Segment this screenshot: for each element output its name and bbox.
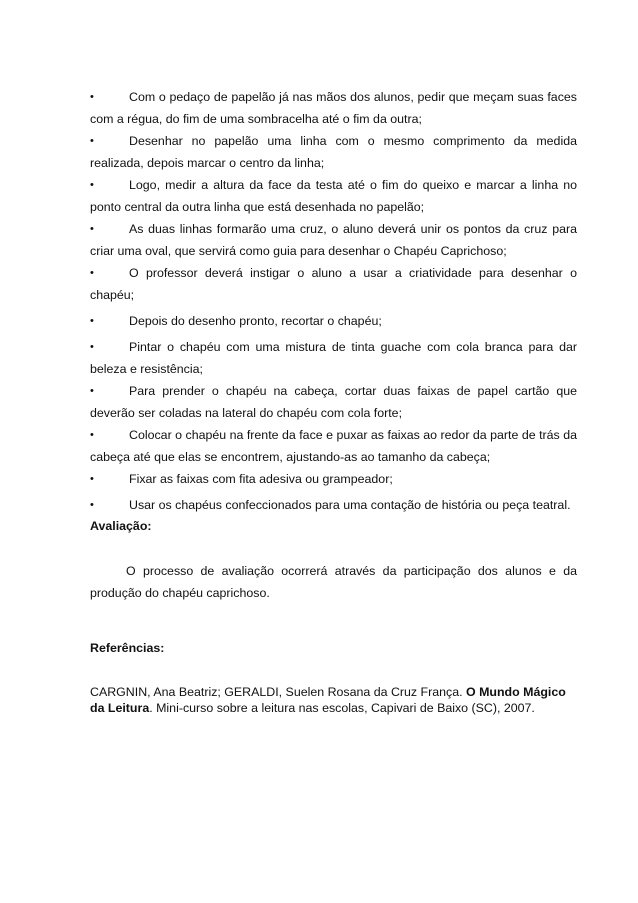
reference-authors: CARGNIN, Ana Beatriz; GERALDI, Suelen Rosana da Cruz França. <box>90 685 467 699</box>
bullet-icon: • <box>90 499 94 511</box>
bullet-icon: • <box>90 341 94 353</box>
evaluation-heading: Avaliação: <box>90 519 152 533</box>
procedure-step <box>90 262 577 306</box>
bullet-icon: • <box>90 429 94 441</box>
procedure-step-text: Com o pedaço de papelão já nas mãos dos alunos, pedir que meçam suas faces com a régua, do fim de uma sombracelha até o fim da outra; <box>90 90 577 126</box>
procedure-step <box>90 310 577 332</box>
procedure-step-text: As duas linhas formarão uma cruz, o aluno deverá unir os pontos da cruz para criar uma oval, que servirá como guia para desenhar o Chapéu Caprichoso; <box>90 222 577 258</box>
procedure-steps-list <box>90 86 577 516</box>
bullet-icon: • <box>90 91 94 103</box>
reference-entry <box>90 684 577 716</box>
procedure-step <box>90 494 577 516</box>
procedure-step-text: O professor deverá instigar o aluno a usar a criatividade para desenhar o chapéu; <box>90 266 577 302</box>
bullet-icon: • <box>90 267 94 279</box>
procedure-step-text: Usar os chapéus confeccionados para uma contação de história ou peça teatral. <box>129 498 571 512</box>
references-heading: Referências: <box>90 641 165 655</box>
evaluation-paragraph: O processo de avaliação ocorrerá através da participação dos alunos e da produção do chapéu caprichoso. <box>90 564 577 600</box>
procedure-step <box>90 218 577 262</box>
reference-details: . Mini-curso sobre a leitura nas escolas, Capivari de Baixo (SC), 2007. <box>149 701 535 715</box>
bullet-icon: • <box>90 473 94 485</box>
procedure-step-text: Fixar as faixas com fita adesiva ou grampeador; <box>129 472 393 486</box>
bullet-icon: • <box>90 179 94 191</box>
bullet-icon: • <box>90 223 94 235</box>
procedure-step <box>90 130 577 174</box>
procedure-step <box>90 86 577 130</box>
reference-work-title: O Mundo Mágico da Leitura <box>90 685 566 715</box>
procedure-step-text: Para prender o chapéu na cabeça, cortar duas faixas de papel cartão que deverão ser coladas na lateral do chapéu com cola forte; <box>90 384 577 420</box>
procedure-step-text: Depois do desenho pronto, recortar o chapéu; <box>129 314 382 328</box>
procedure-step <box>90 336 577 380</box>
procedure-step-text: Pintar o chapéu com uma mistura de tinta guache com cola branca para dar beleza e resistência; <box>90 340 577 376</box>
procedure-step <box>90 468 577 490</box>
bullet-icon: • <box>90 315 94 327</box>
procedure-step-text: Desenhar no papelão uma linha com o mesmo comprimento da medida realizada, depois marcar o centro da linha; <box>90 134 577 170</box>
procedure-step-text: Logo, medir a altura da face da testa até o fim do queixo e marcar a linha no ponto central da outra linha que está desenhada no papelão; <box>90 178 577 214</box>
procedure-step <box>90 380 577 424</box>
bullet-icon: • <box>90 385 94 397</box>
procedure-step <box>90 424 577 468</box>
bullet-icon: • <box>90 135 94 147</box>
procedure-step-text: Colocar o chapéu na frente da face e puxar as faixas ao redor da parte de trás da cabeça até que elas se encontrem, ajustando-as ao tamanho da cabeça; <box>90 428 577 464</box>
procedure-step <box>90 174 577 218</box>
